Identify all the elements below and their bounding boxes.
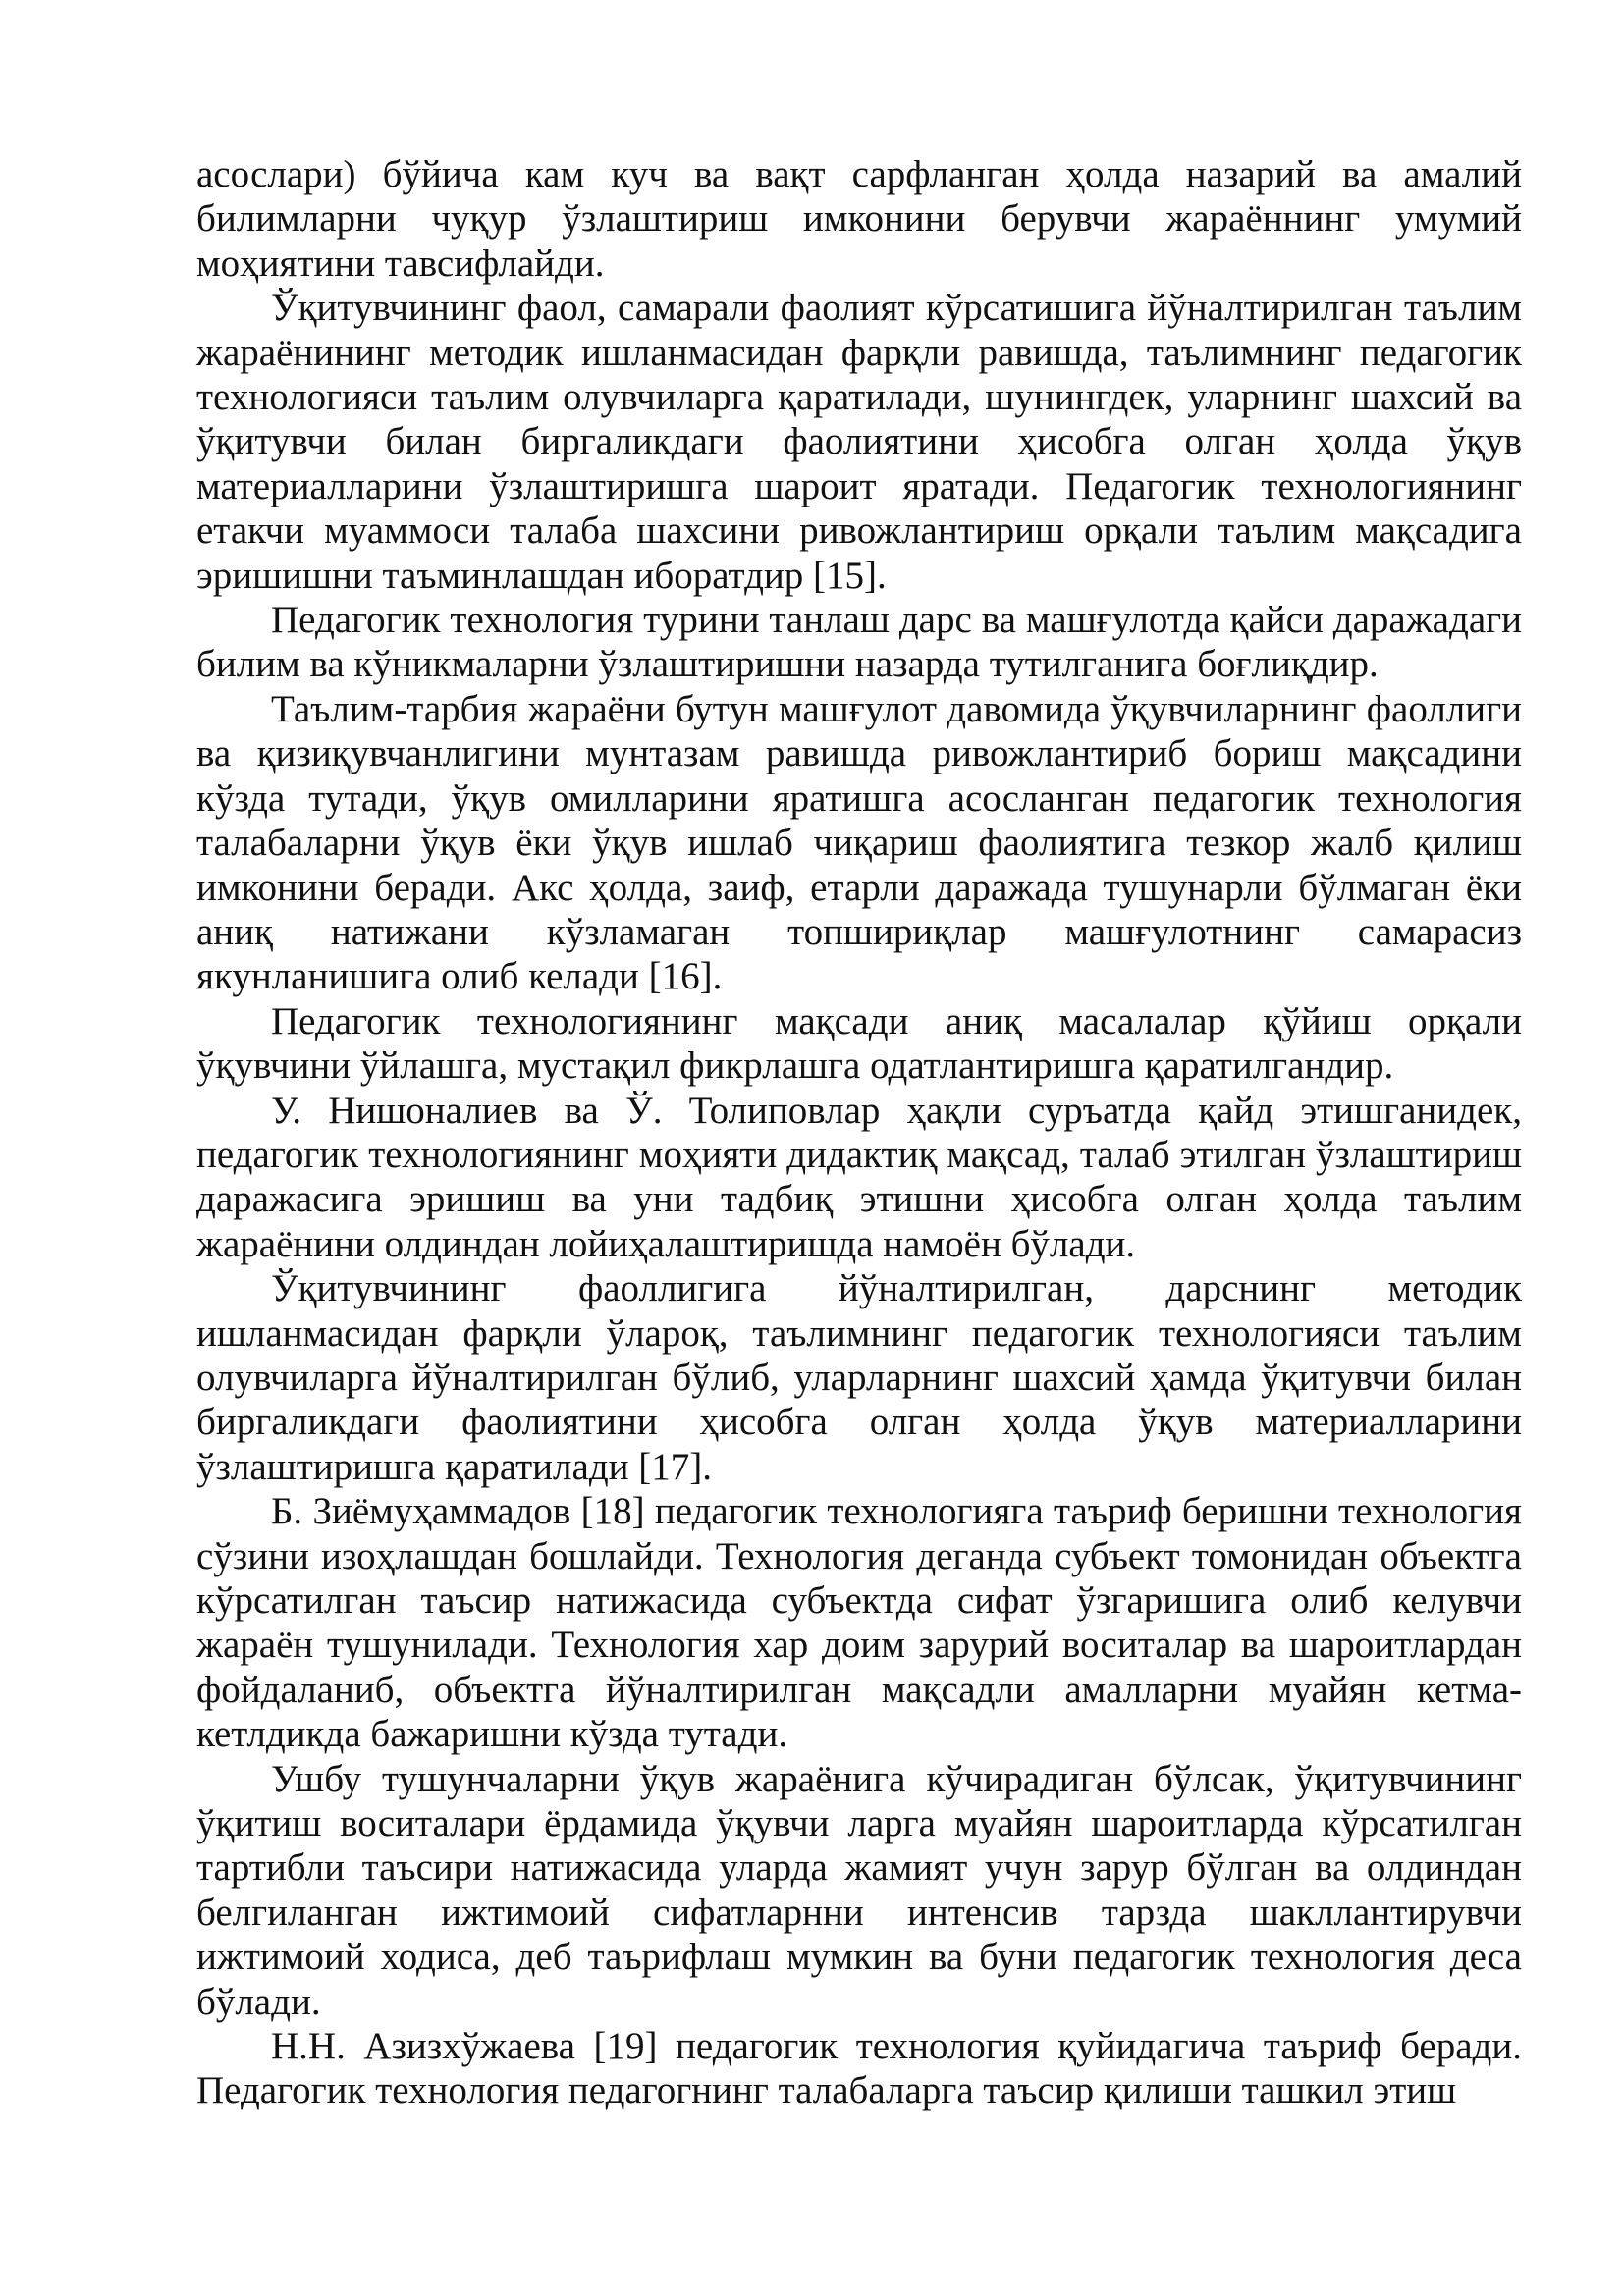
document-page <box>196 152 1522 2113</box>
paragraph: У. Нишоналиев ва Ў. Толиповлар ҳақли суръатда қайд этишганидек, педагогик технологиянинг моҳияти дидактиқ мақсад, талаб этилган ўзлаштириш даражасига эришиш ва уни тадбиқ этишни ҳисобга олган ҳолда таълим жараёнини олдиндан лойиҳалаштиришда намоён бўлади. <box>196 1089 1522 1265</box>
paragraph: Педагогик технология турини танлаш дарс ва машғулотда қайси даражадаги билим ва кўникмаларни ўзлаштиришни назарда тутилганига боғлиқдир. <box>196 599 1522 686</box>
paragraph: Ўқитувчининг фаоллигига йўналтирилган, дарснинг методик ишланмасидан фарқли ўларoқ, таълимнинг педагогик технологияси таълим олувчиларга йўналтирилган бўлиб, уларларнинг шахсий ҳамда ўқитувчи билан биргаликдаги фаолиятини ҳисобга олган ҳолда ўқув материалларини ўзлаштиришга қаратилади [17]. <box>196 1267 1522 1488</box>
paragraph: Н.Н. Азизхўжаева [19] педагогик технология қуйидагича таъриф беради. Педагогик технология педагогнинг талабаларга таъсир қилиши ташкил этиш <box>196 2025 1522 2112</box>
paragraph: Ўқитувчининг фаол, самарали фаолият кўрсатишига йўналтирилган таълим жараёнининг методик ишланмасидан фарқли равишда, таълимнинг педагогик технологияси таълим олувчиларга қаратилади, шунингдек, уларнинг шахсий ва ўқитувчи билан биргаликдаги фаолиятини ҳисобга олган ҳолда ўқув материалларини ўзлаштиришга шароит яратади. Педагогик технологиянинг етакчи муаммоси талаба шахсини ривожлантириш орқали таълим мақсадига эришишни таъминлашдан иборатдир [15]. <box>196 287 1522 597</box>
paragraph: Педагогик технологиянинг мақсади аниқ масалалар қўйиш орқали ўқувчини ўйлашга, мустақил фикрлашга одатлантиришга қаратилгандир. <box>196 999 1522 1088</box>
paragraph-continuation: асослари) бўйича кам куч ва вақт сарфланган ҳолда назарий ва амалий билимларни чуқур ўзлаштириш имконини берувчи жараённинг умумий моҳиятини тавсифлайди. <box>196 153 1522 285</box>
paragraph: Ушбу тушунчаларни ўқув жараёнига кўчирадиган бўлсак, ўқитувчининг ўқитиш воситалари ёрдамида ўқувчи ларга муайян шароитларда кўрсатилган тартибли таъсири натижасида уларда жамият учун зарур бўлган ва олдиндан белгиланган ижтимоий сифатларнни интенсив тарзда шакллантирувчи ижтимоий ходиса, деб таърифлаш мумкин ва буни педагогик технология деса бўлади. <box>196 1757 1522 2023</box>
paragraph: Б. Зиёмуҳаммадов [18] педагогик технологияга таъриф беришни технология сўзини изоҳлашдан бошлайди. Технология деганда субъект томонидан объектга кўрсатилган таъсир натижасида субъектда сифат ўзгаришига олиб келувчи жараён тушунилади. Технология хар доим зарурий воситалар ва шароитлардан фойдаланиб, объектга йўналтирилган мақсадли амалларни муайян кетма-кетлдикда бажаришни кўзда тутади. <box>196 1490 1522 1756</box>
paragraph: Таълим-тарбия жараёни бутун машғулот давомида ўқувчиларнинг фаоллиги ва қизиқувчанлигини мунтазам равишда ривожлантириб бориш мақсадини кўзда тутади, ўқув омилларини яратишга асосланган педагогик технология талабаларни ўқув ёки ўқув ишлаб чиқариш фаолиятига тезкор жалб қилиш имконини беради. Акс ҳолда, заиф, етарли даражада тушунарли бўлмаган ёки аниқ натижани кўзламаган топшириқлар машғулотнинг самарасиз якунланишига олиб келади [16]. <box>196 687 1522 998</box>
